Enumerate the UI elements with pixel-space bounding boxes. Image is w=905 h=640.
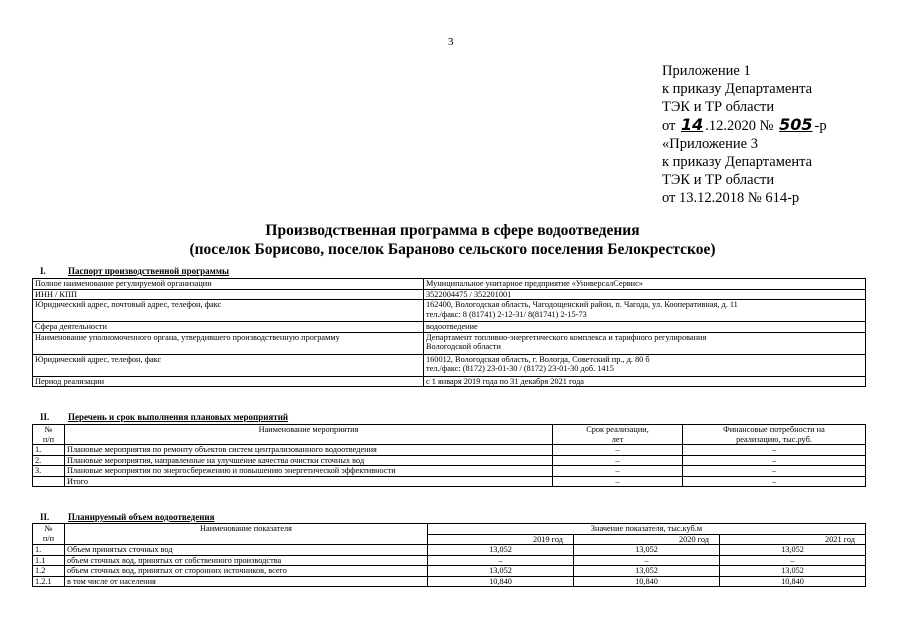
appendix-date-suffix: -р xyxy=(814,118,827,134)
appendix-line: «Приложение 3 xyxy=(662,136,758,152)
section-title: Паспорт производственной программы xyxy=(68,266,229,276)
table-cell: объем сточных вод, принятых от собственного производства xyxy=(65,555,428,566)
volume-table xyxy=(32,523,866,587)
appendix-date-line xyxy=(662,116,827,135)
table-header-row xyxy=(33,524,866,535)
appendix-line: от 13.12.2018 № 614-р xyxy=(662,190,800,206)
table-cell: 10,840 xyxy=(428,576,574,587)
header-line: № xyxy=(44,524,53,533)
table-cell: – xyxy=(720,555,866,566)
table-cell xyxy=(424,300,866,322)
section-heading xyxy=(40,512,214,522)
appendix-line: ТЭК и ТР области xyxy=(662,172,775,188)
cell-line: тел./факс: 8 (81741) 2-12-31/ 8(81741) 2-15-73 xyxy=(426,309,587,319)
table-cell: с 1 января 2019 года по 31 декабря 2021 года xyxy=(424,376,866,387)
header-line: Срок реализации, xyxy=(586,425,649,434)
appendix-line: к приказу Департамента xyxy=(662,81,813,97)
table-cell: 13,052 xyxy=(720,566,866,577)
table-cell: Полное наименование регулируемой организации xyxy=(33,279,424,290)
header-cell xyxy=(33,425,65,445)
table-cell: – xyxy=(683,466,866,477)
table-cell: 1.2.1 xyxy=(33,576,65,587)
table-row xyxy=(33,455,866,466)
table-cell: – xyxy=(553,445,683,456)
table-row xyxy=(33,545,866,556)
table-cell: 1. xyxy=(33,445,65,456)
table-cell: – xyxy=(553,476,683,487)
table-row xyxy=(33,279,866,290)
header-line: № xyxy=(44,425,53,434)
measures-table xyxy=(32,424,866,487)
table-cell xyxy=(424,354,866,376)
table-cell: Юридический адрес, почтовый адрес, телефон, факс xyxy=(33,300,424,322)
cell-line: тел./факс: (8172) 23-01-30 / (8172) 23-01-30 доб. 1415 xyxy=(426,364,614,373)
table-cell: Сфера деятельности xyxy=(33,322,424,333)
section-number: II. xyxy=(40,512,50,522)
header-cell: Значение показателя, тыс.куб.м xyxy=(428,524,866,535)
header-line: Финансовые потребности на xyxy=(723,425,825,434)
table-cell: ИНН / КПП xyxy=(33,289,424,300)
table-cell: объем сточных вод, принятых от сторонних источников, всего xyxy=(65,566,428,577)
table-cell: 13,052 xyxy=(574,566,720,577)
table-cell: 13,052 xyxy=(720,545,866,556)
table-cell: 1.2 xyxy=(33,566,65,577)
appendix-line: к приказу Департамента xyxy=(662,154,813,170)
table-cell: 13,052 xyxy=(428,566,574,577)
table-cell: – xyxy=(553,466,683,477)
table-row xyxy=(33,566,866,577)
table-cell: – xyxy=(683,455,866,466)
cell-line: 160012, Вологодская область, г. Вологда, Советский пр., д. 80 б xyxy=(426,354,650,364)
section-title: Планируемый объем водоотведения xyxy=(68,512,215,522)
appendix-line: Приложение 1 xyxy=(662,63,751,79)
handwritten-order-number: 505 xyxy=(779,115,813,134)
header-line: п/п xyxy=(42,533,55,543)
table-row xyxy=(33,300,866,322)
table-cell: Муниципальное унитарное предприятие «УниверсалСервис» xyxy=(424,279,866,290)
section-title: Перечень и срок выполнения плановых мероприятий xyxy=(68,412,289,422)
table-cell: 3522004475 / 352201001 xyxy=(424,289,866,300)
table-cell: 3. xyxy=(33,466,65,477)
table-cell: – xyxy=(683,445,866,456)
header-line: лет xyxy=(611,434,624,444)
table-cell: в том числе от населения xyxy=(65,576,428,587)
header-line: реализацию, тыс.руб. xyxy=(736,434,812,444)
appendix-block xyxy=(662,62,827,207)
passport-table xyxy=(32,278,866,387)
header-line: п/п xyxy=(42,434,55,444)
table-cell xyxy=(33,476,65,487)
page-number: 3 xyxy=(448,36,454,48)
table-cell: – xyxy=(683,476,866,487)
table-row xyxy=(33,555,866,566)
handwritten-day: 14 xyxy=(681,115,704,134)
cell-line: 162400, Вологодская область, Чагодощенский район, п. Чагода, ул. Кооперативная, д. 11 xyxy=(426,300,738,309)
section-number: II. xyxy=(40,412,50,422)
title-line-2: (поселок Борисово, поселок Бараново сельского поселения Белокрестское) xyxy=(189,241,716,258)
header-cell xyxy=(553,425,683,445)
table-cell: Итого xyxy=(65,476,553,487)
table-cell: 1. xyxy=(33,545,65,556)
table-cell: 10,840 xyxy=(574,576,720,587)
table-cell: Объем принятых сточных вод xyxy=(65,545,428,556)
header-cell: Наименование мероприятия xyxy=(65,425,553,445)
table-row xyxy=(33,576,866,587)
table-cell: Плановые мероприятия по ремонту объектов систем централизованного водоотведения xyxy=(65,445,553,456)
table-cell: 1.1 xyxy=(33,555,65,566)
table-cell: 2. xyxy=(33,455,65,466)
table-row xyxy=(33,476,866,487)
table-cell: Период реализации xyxy=(33,376,424,387)
table-cell xyxy=(424,332,866,354)
header-cell: 2021 год xyxy=(720,534,866,545)
table-row xyxy=(33,354,866,376)
cell-line: Департамент топливно-энергетического комплекса и тарифного регулирования xyxy=(426,332,707,342)
table-cell: Наименование уполномоченного органа, утвердившего производственную программу xyxy=(33,332,424,354)
cell-line: Вологодской области xyxy=(426,342,501,351)
table-row xyxy=(33,445,866,456)
table-header-row xyxy=(33,425,866,445)
table-cell: 10,840 xyxy=(720,576,866,587)
section-number: I. xyxy=(40,266,46,276)
header-cell: Наименование показателя xyxy=(65,524,428,545)
document-title xyxy=(0,221,905,259)
appendix-date-mid: .12.2020 № xyxy=(705,118,774,134)
table-row xyxy=(33,322,866,333)
table-row xyxy=(33,376,866,387)
title-line-1: Производственная программа в сфере водоотведения xyxy=(265,222,640,239)
table-cell: – xyxy=(553,455,683,466)
section-heading xyxy=(40,266,229,276)
table-cell: – xyxy=(428,555,574,566)
table-cell: Юридический адрес, телефон, факс xyxy=(33,354,424,376)
table-cell: Плановые мероприятия, направленные на улучшение качества очистки сточных вод xyxy=(65,455,553,466)
header-cell: 2020 год xyxy=(574,534,720,545)
header-cell xyxy=(683,425,866,445)
table-row xyxy=(33,332,866,354)
table-row xyxy=(33,466,866,477)
table-cell: 13,052 xyxy=(428,545,574,556)
table-row xyxy=(33,289,866,300)
table-cell: водоотведение xyxy=(424,322,866,333)
table-cell: – xyxy=(574,555,720,566)
appendix-date-prefix: от xyxy=(662,118,676,134)
appendix-line: ТЭК и ТР области xyxy=(662,99,775,115)
section-heading xyxy=(40,412,288,422)
table-cell: Плановые мероприятия по энергосбережению и повышению энергетической эффективности xyxy=(65,466,553,477)
header-cell xyxy=(33,524,65,545)
table-cell: 13,052 xyxy=(574,545,720,556)
header-cell: 2019 год xyxy=(428,534,574,545)
